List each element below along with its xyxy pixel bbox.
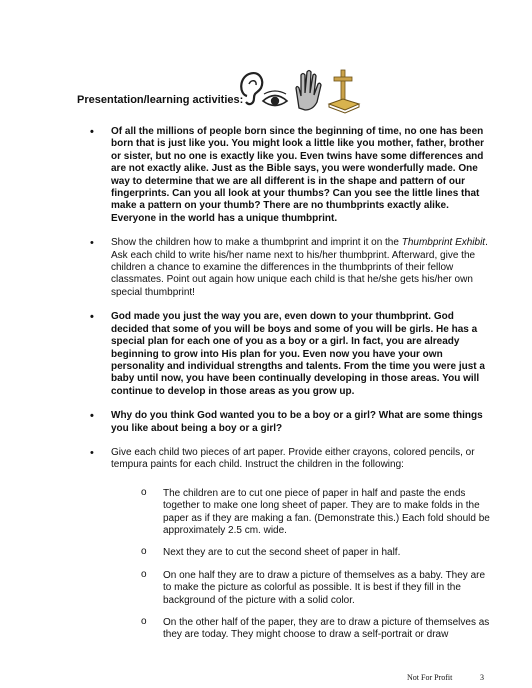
sub-item: o On one half they are to draw a picture of themselves as a baby. They are to make the picture as colorful as possible. It is best if they fill in the background of the picture with a solid color. — [141, 570, 490, 607]
bullet-text-after: . Ask each child to write his/her name next to his/her thumbprint. Afterward, give the children a chance to examine the differences in the thumbprints of their fellow classmates. Point out again how unique each child is that he/she gets his/her own special thumbprint! — [111, 237, 488, 298]
eye-icon — [263, 91, 287, 106]
bullet-text-before: Show the children how to make a thumbprint and imprint it on the — [111, 237, 402, 249]
footer-text: Not For Profit — [407, 673, 453, 682]
sub-item: o On the other half of the paper, they are to draw a picture of themselves as they are today. They might choose to draw a self-portrait or draw — [141, 617, 490, 642]
bullet-thumbprint-exhibit — [90, 237, 490, 299]
sub-item: o The children are to cut one piece of paper in half and paste the ends together to make one long sheet of paper. They are to make folds in the paper as if they are making a fan. (Demonstrate this.) Each fold should be approximately 2.5 cm. wide. — [141, 488, 490, 538]
exhibit-title: Thumbprint Exhibit — [401, 237, 486, 249]
section-heading: Presentation/learning activities: — [77, 94, 244, 106]
bullet-art-instructions — [90, 447, 490, 642]
bullet-uniqueness: • Of all the millions of people born since the beginning of time, no one has been born that is just like you. You might look a little like you mother, father, brother or sister, but no one is exactly like you. Even twins have some differences and are not exactly alike. Just as the Bible says, you were wonderfully made. One way to determine that we are all different is in the shape and pattern of our fingerprints. Can you all look at your thumbs? Can you see the little lines that make a pattern on your thumb? There are no thumbprints exactly alike. Everyone in the world has a unique thumbprint. — [90, 126, 490, 225]
senses-icons — [237, 66, 362, 116]
page-number: 3 — [480, 673, 484, 682]
bullet-gods-plan: • God made you just the way you are, even down to your thumbprint. God decided that some of you will be boys and some of you will be girls. He has a special plan for each one of you as a boy or a girl. In fact, you are already beginning to grow into His plan for you. Even now you have your own personality and individual strengths and talents. From the time you were just a baby until now, you have been continually developing in those areas. You will continue to develop in those areas as you grow up. — [90, 311, 490, 398]
activity-list — [90, 126, 490, 654]
bullet-text: Give each child two pieces of art paper. Provide either crayons, colored pencils, or tempura paints for each child. Instruct the children in the following: — [111, 446, 475, 471]
bullet-question: • Why do you think God wanted you to be a boy or a girl? What are some things you like about being a boy or a girl? — [90, 410, 490, 435]
cross-bible-icon — [329, 70, 359, 113]
instruction-sublist — [141, 488, 490, 642]
hand-icon — [296, 71, 321, 111]
sub-item: o Next they are to cut the second sheet of paper in half. — [141, 547, 490, 559]
ear-icon — [241, 73, 262, 104]
